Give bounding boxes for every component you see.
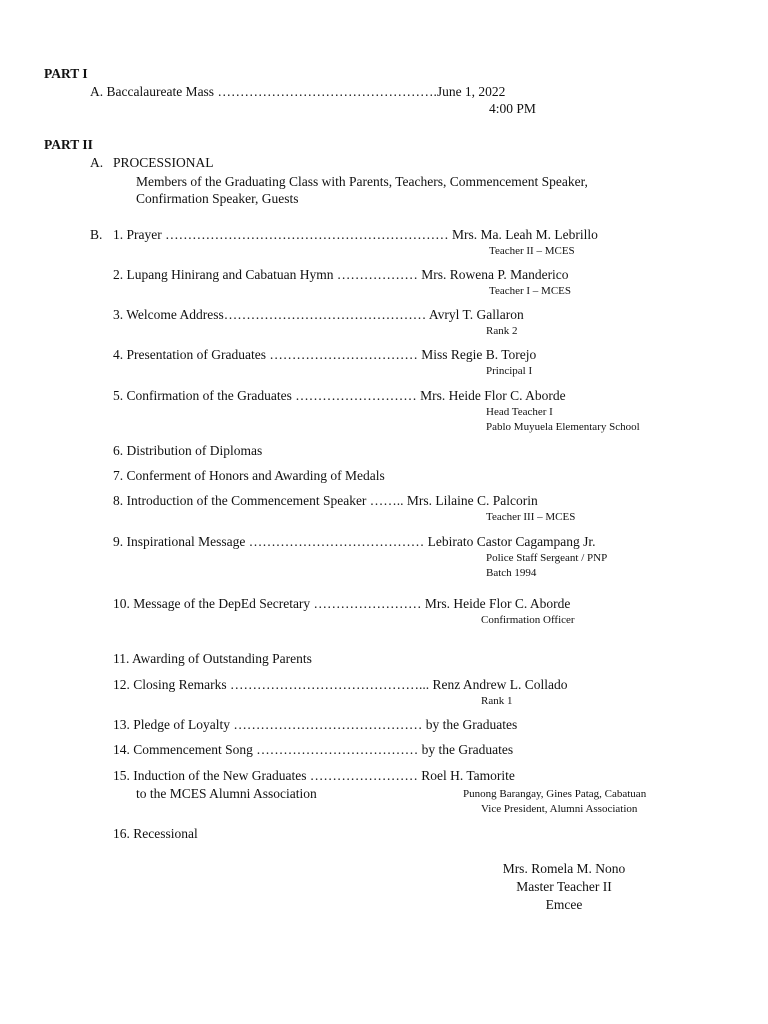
program-item-sub: Confirmation Officer: [481, 614, 575, 626]
baccalaureate-time: 4:00 PM: [489, 101, 536, 116]
program-item-induction-line2: to the MCES Alumni Association: [136, 786, 317, 801]
processional-letter: A.: [90, 155, 104, 170]
program-item-song: 14. Commencement Song ……………………………… by the Graduates: [113, 742, 514, 757]
program-item-closing: 12. Closing Remarks ……………………………………... Renz Andrew L. Collado: [113, 677, 568, 692]
program-item-honors: 7. Conferment of Honors and Awarding of Medals: [113, 468, 385, 483]
emcee-role: Emcee: [545, 897, 583, 912]
program-item-diplomas: 6. Distribution of Diplomas: [113, 443, 263, 458]
program-item-sub: Rank 1: [481, 695, 513, 707]
emcee-title: Master Teacher II: [516, 879, 612, 894]
program-item-pledge: 13. Pledge of Loyalty …………………………………… by the Graduates: [113, 717, 518, 732]
processional-title: PROCESSIONAL: [113, 155, 214, 170]
program-item-parents: 11. Awarding of Outstanding Parents: [113, 651, 312, 666]
program-item-sub: Head Teacher I: [486, 406, 553, 418]
program-item-sub: Pablo Muyuela Elementary School: [486, 421, 640, 433]
program-item-confirmation: 5. Confirmation of the Graduates ……………………… Mrs. Heide Flor C. Aborde: [113, 388, 566, 403]
program-item-sub: Batch 1994: [486, 567, 537, 579]
program-item-welcome: 3. Welcome Address……………………………………… Avryl T. Gallaron: [113, 307, 524, 322]
program-item-inspirational: 9. Inspirational Message ………………………………… Lebirato Castor Cagampang Jr.: [113, 534, 596, 549]
program-item-prayer: 1. Prayer ……………………………………………………… Mrs. Ma. Leah M. Lebrillo: [113, 227, 598, 242]
program-item-sub: Vice President, Alumni Association: [481, 803, 638, 815]
program-item-presentation: 4. Presentation of Graduates …………………………… Miss Regie B. Torejo: [113, 347, 537, 362]
program-item-hymn: 2. Lupang Hinirang and Cabatuan Hymn ……………… Mrs. Rowena P. Manderico: [113, 267, 569, 282]
program-item-deped-message: 10. Message of the DepEd Secretary …………………… Mrs. Heide Flor C. Aborde: [113, 596, 571, 611]
program-item-introduction: 8. Introduction of the Commencement Speaker …….. Mrs. Lilaine C. Palcorin: [113, 493, 538, 508]
program-item-sub: Principal I: [486, 365, 533, 377]
part2-heading: PART II: [44, 137, 93, 152]
program-item-induction: 15. Induction of the New Graduates …………………… Roel H. Tamorite: [113, 768, 515, 783]
program-item-sub: Teacher I – MCES: [489, 285, 572, 297]
program-item-sub: Rank 2: [486, 325, 518, 337]
program-item-sub: Teacher III – MCES: [486, 511, 576, 523]
emcee-name: Mrs. Romela M. Nono: [502, 861, 626, 876]
processional-desc-line1: Members of the Graduating Class with Parents, Teachers, Commencement Speaker,: [136, 174, 588, 189]
program-item-sub: Punong Barangay, Gines Patag, Cabatuan: [463, 788, 647, 800]
program-item-recessional: 16. Recessional: [113, 826, 198, 841]
section-b-letter: B.: [90, 227, 103, 242]
processional-desc-line2: Confirmation Speaker, Guests: [136, 191, 299, 206]
program-item-sub: Teacher II – MCES: [489, 245, 575, 257]
baccalaureate-mass-line: A. Baccalaureate Mass ………………………………………….June 1, 2022: [90, 84, 506, 99]
part1-heading: PART I: [44, 66, 88, 81]
program-item-sub: Police Staff Sergeant / PNP: [486, 552, 608, 564]
